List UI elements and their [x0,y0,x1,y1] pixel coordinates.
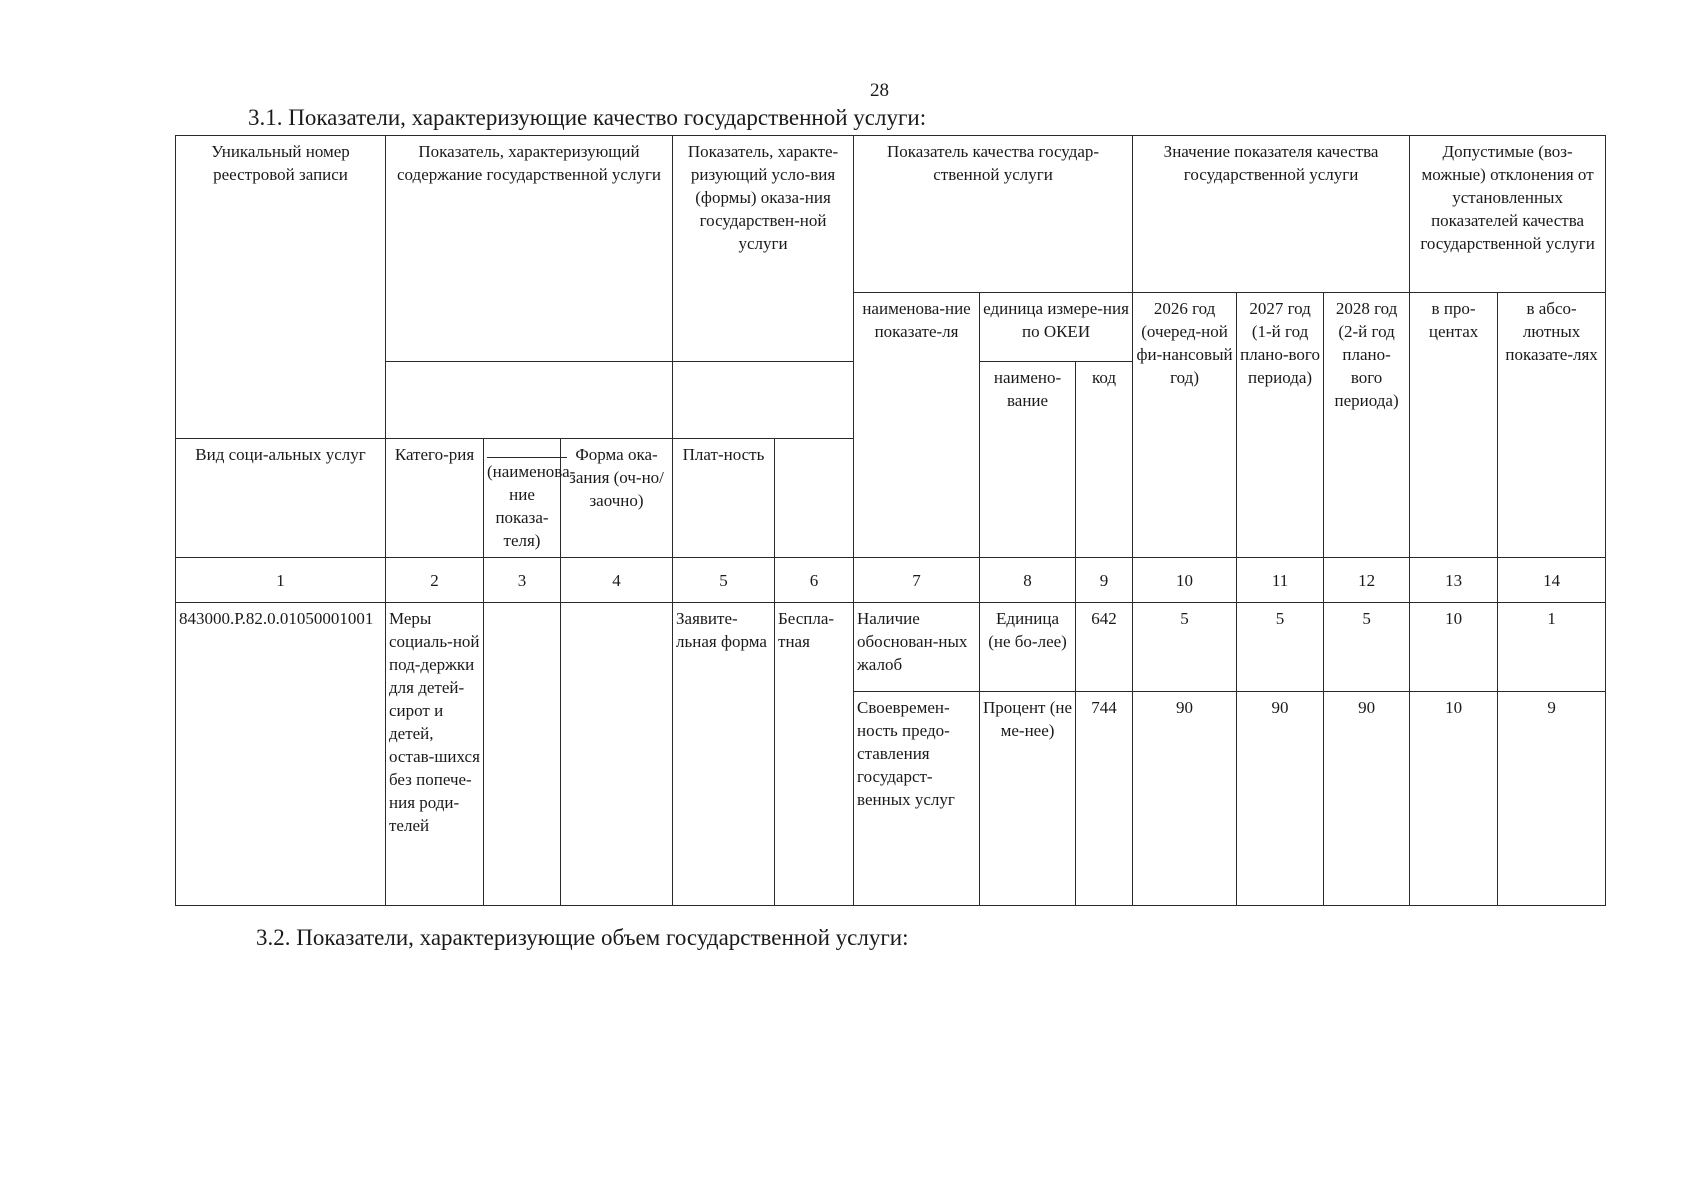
header-condition-spacer [673,362,854,439]
cell-value-2026: 5 [1133,603,1237,692]
quality-indicators-table [175,135,1606,906]
header-indicator-blank-label: (наименова-ние показа-теля) [487,462,576,550]
header-registry-number: Уникальный номер реестровой записи [176,136,386,439]
header-payment: Плат-ность [673,439,775,558]
column-number: 2 [386,558,484,603]
blank-line [487,457,567,458]
column-number: 1 [176,558,386,603]
column-number: 9 [1076,558,1133,603]
column-number: 12 [1324,558,1410,603]
cell-indicator-name: Своевремен-ность предо-ставления государст-венных услуг [854,692,980,906]
header-year-2027: 2027 год (1-й год плано-вого периода) [1237,293,1324,558]
cell-unit-code: 744 [1076,692,1133,906]
header-quality-value: Значение показателя качества государственной услуги [1133,136,1410,293]
column-number: 11 [1237,558,1324,603]
header-in-percent: в про-центах [1410,293,1498,558]
header-indicator-name: наименова-ние показате-ля [854,293,980,558]
cell-indicator-4 [561,603,673,906]
cell-unit-name: Процент (не ме-нее) [980,692,1076,906]
cell-registry-number: 843000.Р.82.0.01050001001 [176,603,386,906]
page-number: 28 [870,80,889,101]
header-content-spacer [386,362,673,439]
section-heading-quality: 3.1. Показатели, характеризующие качество государственной услуги: [248,105,927,130]
cell-value-2028: 90 [1324,692,1410,906]
column-number: 4 [561,558,673,603]
cell-payment: Беспла-тная [775,603,854,906]
column-number: 14 [1498,558,1606,603]
header-provision-form: Форма ока-зания (оч-но/заочно) [561,439,673,558]
cell-provision-form: Заявите-льная форма [673,603,775,906]
header-in-absolute: в абсо-лютных показате-лях [1498,293,1606,558]
column-number: 10 [1133,558,1237,603]
header-okei-name: наимено-вание [980,362,1076,558]
column-number: 5 [673,558,775,603]
cell-value-2026: 90 [1133,692,1237,906]
header-indicator-blank [484,439,576,558]
cell-value-2027: 90 [1237,692,1324,906]
header-okei-unit: единица измере-ния по ОКЕИ [980,293,1133,362]
cell-deviation-absolute: 1 [1498,603,1606,692]
header-year-2026: 2026 год (очеред-ной фи-нансовый год) [1133,293,1237,558]
header-condition-indicator: Показатель, характе-ризующий усло-вия (формы) оказа-ния государствен-ной услуги [673,136,854,362]
cell-value-2028: 5 [1324,603,1410,692]
header-year-2028: 2028 год (2-й год плано-вого периода) [1324,293,1410,558]
column-number: 3 [484,558,561,603]
column-number: 8 [980,558,1076,603]
column-number: 7 [854,558,980,603]
cell-unit-name: Единица (не бо-лее) [980,603,1076,692]
cell-unit-code: 642 [1076,603,1133,692]
column-number: 13 [1410,558,1498,603]
column-number: 6 [775,558,854,603]
header-okei-code: код [1076,362,1133,558]
section-heading-volume: 3.2. Показатели, характеризующие объем государственной услуги: [256,925,909,950]
cell-service-type: Меры социаль-ной под-держки для детей-сирот и детей, остав-шихся без попече-ния роди-телей [386,603,484,906]
cell-deviation-absolute: 9 [1498,692,1606,906]
cell-deviation-percent: 10 [1410,692,1498,906]
column-number-row [176,558,1606,603]
header-service-type: Вид соци-альных услуг [176,439,386,558]
cell-value-2027: 5 [1237,603,1324,692]
cell-indicator-name: Наличие обоснован-ных жалоб [854,603,980,692]
header-category: Катего-рия [386,439,484,558]
header-row-top [176,136,1606,293]
header-deviations: Допустимые (воз-можные) отклонения от установленных показателей качества государственной услуги [1410,136,1606,293]
cell-deviation-percent: 10 [1410,603,1498,692]
header-quality-indicator: Показатель качества государ-ственной услуги [854,136,1133,293]
header-content-indicator: Показатель, характеризующий содержание государственной услуги [386,136,673,362]
cell-category [484,603,561,906]
table-row [176,603,1606,692]
